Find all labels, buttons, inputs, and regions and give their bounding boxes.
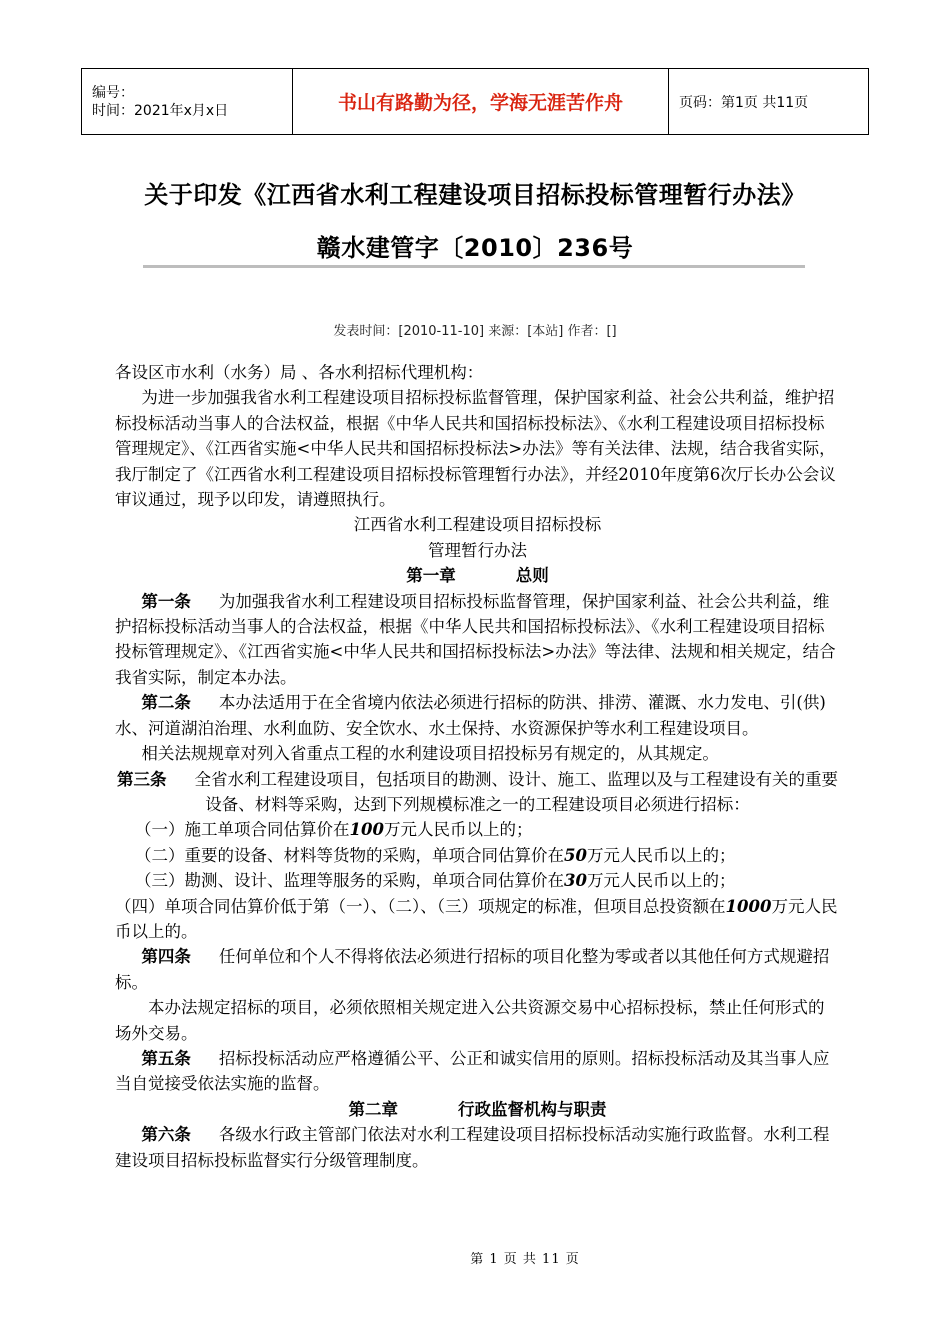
article-4-label: 第四条 bbox=[141, 947, 191, 967]
article-2 bbox=[115, 690, 840, 741]
chapter-2-number: 第二章 bbox=[348, 1099, 398, 1119]
doc-title-1: 江西省水利工程建设项目招标投标 bbox=[353, 515, 602, 535]
chapter-2-name: 行政监督机构与职责 bbox=[458, 1099, 607, 1119]
title-line-1: 关于印发《江西省水利工程建设项目招标投标管理暂行办法》 bbox=[144, 181, 806, 209]
article-3-label: 第三条 bbox=[117, 769, 167, 789]
article-6 bbox=[115, 1122, 840, 1173]
title-divider bbox=[143, 265, 805, 268]
number-label: 编号： bbox=[92, 84, 134, 101]
item-1-amount: 100 bbox=[349, 820, 384, 840]
item-2-post: 万元人民币以上的； bbox=[586, 845, 736, 865]
article-2-text: 本办法适用于在全省境内依法必须进行招标的防洪、排涝、灌溉、水力发电、引(供)水、河道湖泊治理、水利血防、安全饮水、水土保持、水资源保护等水利工程建设项目。 bbox=[115, 693, 826, 738]
item-4-pre: （四）单项合同估算价低于第（一）、（二）、（三）项规定的标准，但项目总投资额在 bbox=[115, 896, 726, 916]
article-4-text: 任何单位和个人不得将依法必须进行招标的项目化整为零或者以其他任何方式规避招标。 bbox=[115, 947, 830, 992]
time-label: 时间：2021年x月x日 bbox=[92, 102, 229, 119]
article-2-label: 第二条 bbox=[141, 693, 191, 713]
motto: 书山有路勤为径，学海无涯苦作舟 bbox=[293, 69, 669, 135]
article-5-text: 招标投标活动应严格遵循公平、公正和诚实信用的原则。招标投标活动及其当事人应当自觉接受依法实施的监督。 bbox=[115, 1048, 830, 1094]
page-info: 页码：第1页 共11页 bbox=[669, 69, 869, 135]
title-line-2: 赣水建管字〔2010〕236号 bbox=[316, 234, 634, 262]
page-footer: 第 1 页 共 11 页 bbox=[470, 1252, 580, 1267]
item-1-pre: （一）施工单项合同估算价在 bbox=[135, 820, 350, 840]
item-3-amount: 30 bbox=[564, 871, 587, 891]
article-6-label: 第六条 bbox=[141, 1125, 191, 1145]
item-3-post: 万元人民币以上的； bbox=[586, 871, 736, 891]
article-1 bbox=[115, 589, 840, 691]
article-1-label: 第一条 bbox=[141, 591, 191, 611]
chapter-1-name: 总则 bbox=[515, 566, 549, 586]
item-3 bbox=[115, 868, 840, 893]
article-6-text: 各级水行政主管部门依法对水利工程建设项目招标投标活动实施行政监督。水利工程建设项目招标投标监督实行分级管理制度。 bbox=[115, 1125, 830, 1170]
article-3 bbox=[115, 767, 840, 818]
item-4-post: 万元人民币以上的。 bbox=[115, 896, 838, 941]
addressee: 各设区市水利（水务）局 、各水利招标代理机构： bbox=[115, 363, 484, 382]
item-2-amount: 50 bbox=[564, 845, 587, 865]
chapter-2-heading bbox=[115, 1097, 840, 1122]
item-2 bbox=[115, 843, 840, 868]
chapter-1-number: 第一章 bbox=[406, 566, 456, 586]
document-header-table bbox=[81, 68, 869, 135]
item-1 bbox=[115, 817, 840, 842]
header-left-cell bbox=[82, 69, 293, 135]
item-3-pre: （三）勘测、设计、监理等服务的采购，单项合同估算价在 bbox=[135, 871, 564, 891]
doc-title-2: 管理暂行办法 bbox=[428, 540, 527, 560]
article-1-text: 为加强我省水利工程建设项目招标投标监督管理，保护国家利益、社会公共利益，维护招标投标活动当事人的合法权益，根据《中华人民共和国招标投标法》、《水利工程建设项目招标投标管理规定》、《江西省实施<中华人民共和国招标投标法>办法》等法律、法规和相关规定，结合我省实际，制定本办法。 bbox=[115, 591, 836, 687]
publish-meta: 发表时间：[2010-11-10] 来源：[本站] 作者：[] bbox=[333, 324, 617, 339]
item-4-amount: 1000 bbox=[725, 896, 772, 916]
document-body bbox=[115, 360, 840, 1173]
item-1-post: 万元人民币以上的； bbox=[383, 820, 533, 840]
article-3-text: 全省水利工程建设项目，包括项目的勘测、设计、施工、监理以及与工程建设有关的重要设备、材料等采购，达到下列规模标准之一的工程建设项目必须进行招标： bbox=[194, 769, 838, 814]
item-4 bbox=[115, 894, 840, 945]
chapter-1-heading bbox=[115, 563, 840, 588]
article-5 bbox=[115, 1046, 840, 1097]
article-4 bbox=[115, 944, 840, 995]
intro-paragraph: 为进一步加强我省水利工程建设项目招标投标监督管理，保护国家利益、社会公共利益，维护招标投标活动当事人的合法权益，根据《中华人民共和国招标投标法》、《水利工程建设项目招标投标管理规定》、《江西省实施<中华人民共和国招标投标法>办法》等有关法律、法规，结合我省实际，我厅制定了《江西省水利工程建设项目招标投标管理暂行办法》，并经2010年度第6次厅长办公会议审议通过，现予以印发，请遵照执行。 bbox=[115, 388, 836, 510]
article-4-extra: 本办法规定招标的项目，必须依照相关规定进入公共资源交易中心招标投标，禁止任何形式的场外交易。 bbox=[115, 998, 825, 1043]
article-2-extra: 相关法规规章对列入省重点工程的水利建设项目招投标另有规定的，从其规定。 bbox=[141, 744, 719, 764]
item-2-pre: （二）重要的设备、材料等货物的采购，单项合同估算价在 bbox=[135, 845, 564, 865]
article-5-label: 第五条 bbox=[141, 1048, 191, 1068]
